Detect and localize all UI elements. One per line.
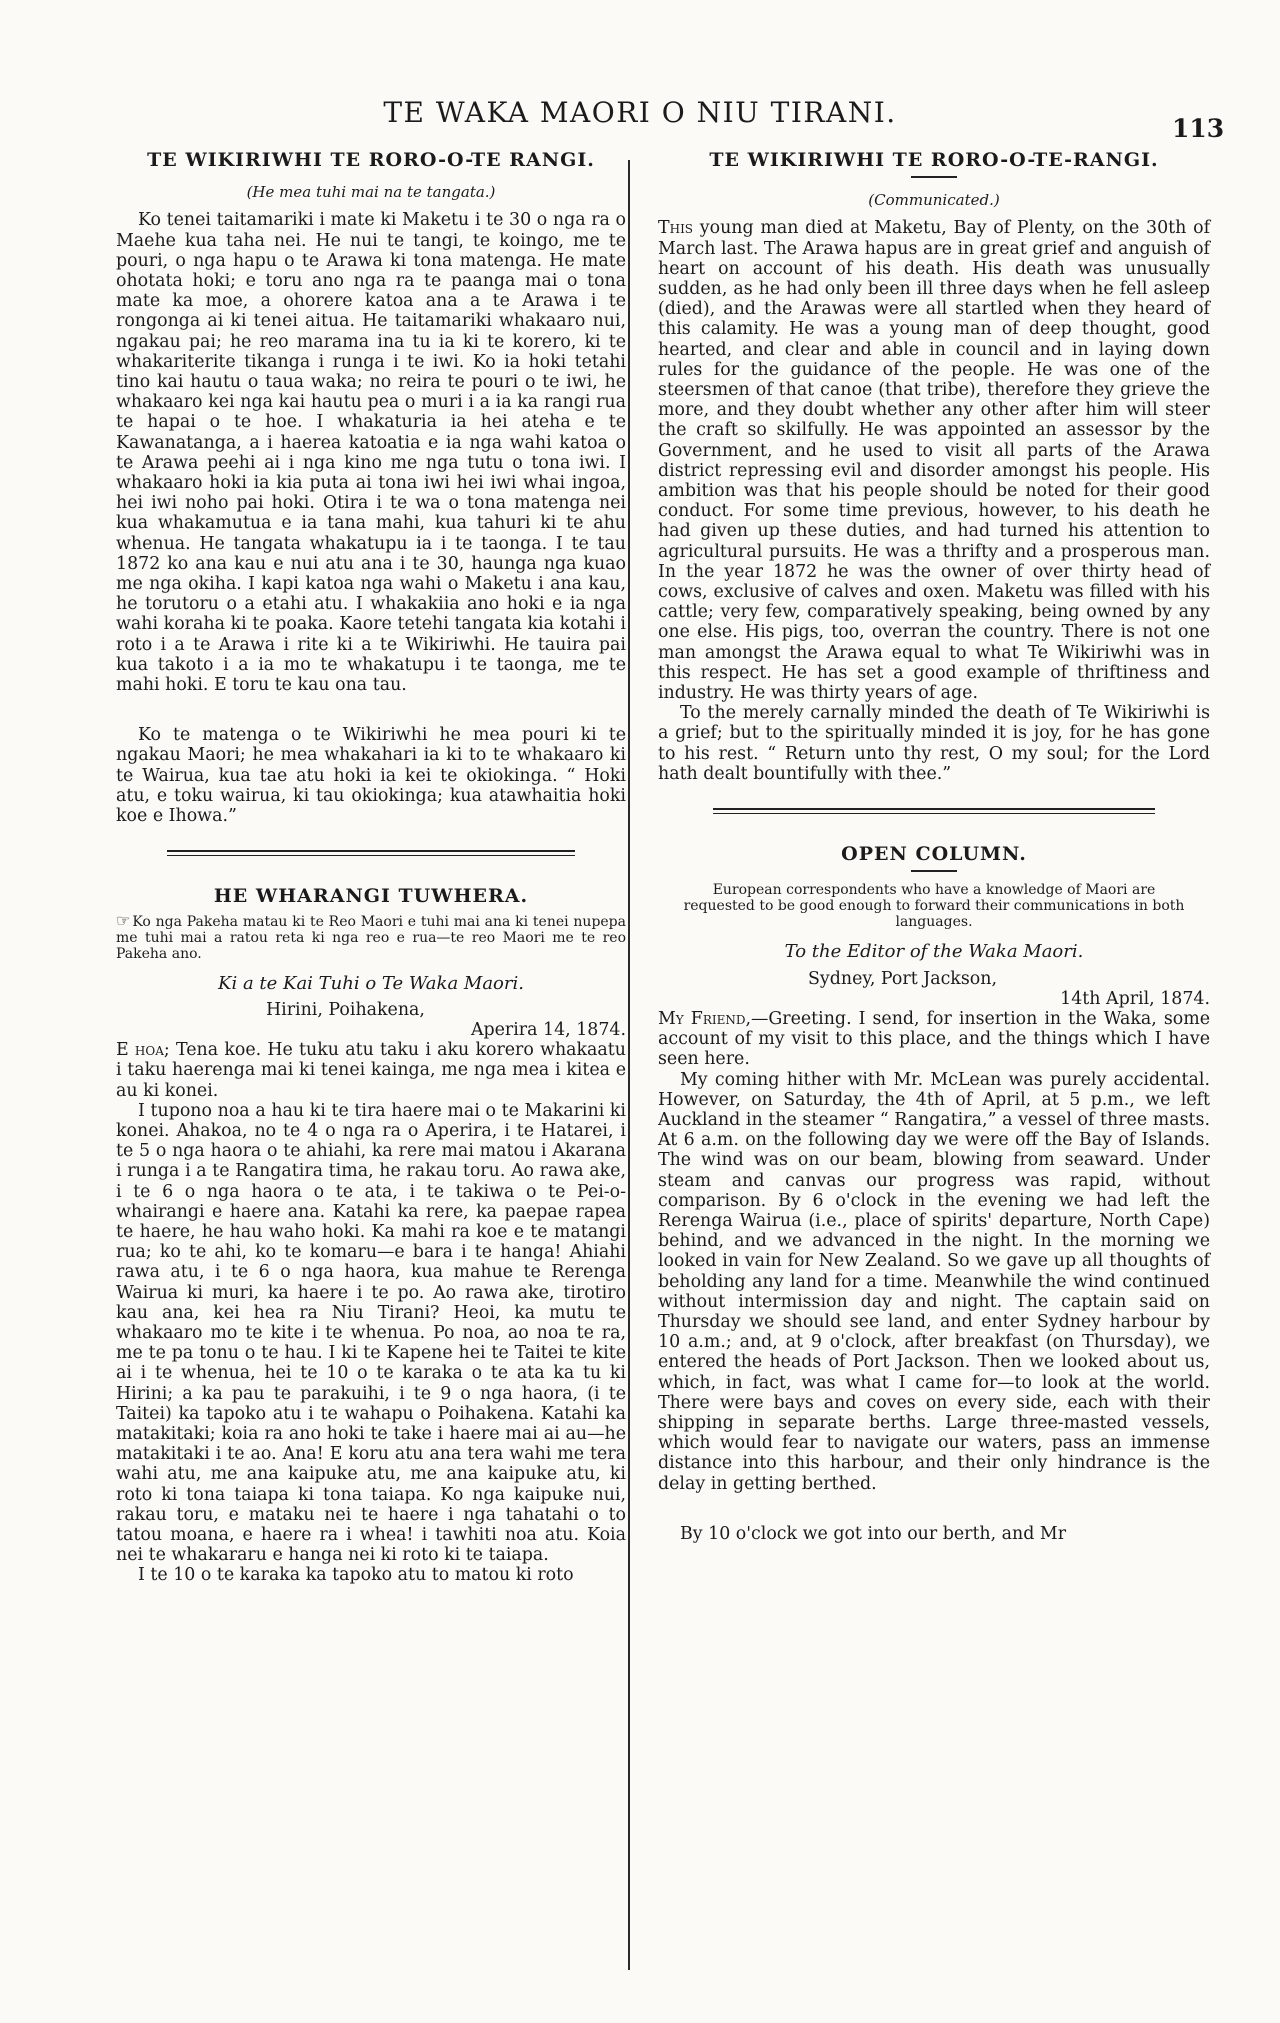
letter-paragraph: By 10 o'clock we got into our berth, and Mr	[680, 1523, 1067, 1544]
pointing-hand-icon: ☞	[116, 910, 131, 930]
article-title: TE WIKIRIWHI TE RORO-O-TE RANGI.	[147, 149, 595, 171]
section-divider	[167, 850, 575, 856]
letter-address: Ki a te Kai Tuhi o Te Waka Maori.	[218, 972, 524, 994]
section-title: HE WHARANGI TUWHERA.	[213, 885, 529, 908]
page-number: 113	[1172, 114, 1225, 143]
section-divider	[713, 808, 1155, 814]
editor-notice	[116, 910, 626, 962]
running-title: TE WAKA MAORI O NIU TIRANI.	[383, 96, 897, 129]
editor-notice: European correspondents who have a knowledge of Maori are requested to be good enough to forward their communications in both languages.	[683, 882, 1185, 931]
notice-text: Ko nga Pakeha matau ki te Reo Maori e tuhi mai ana ki tenei nupepa me tuhi mai a ratou reta ki nga reo e rua—te reo Maori me te reo Pakeha ano.	[116, 913, 626, 962]
letter-salutation: E hoa;	[116, 1040, 170, 1061]
letter-address: To the Editor of the Waka Maori.	[784, 941, 1084, 963]
letter-paragraph: I te 10 o te karaka ka tapoko atu to matou ki roto	[138, 1565, 574, 1586]
right-column	[658, 150, 1210, 1544]
article-byline: (Communicated.)	[868, 191, 1000, 210]
letter-date: 14th April, 1874.	[1060, 988, 1210, 1009]
article-paragraph: To the merely carnally minded the death of Te Wikiriwhi is a grief; but to the spiritually minded it is joy, for he has gone to his rest. “ Return unto thy rest, O my soul; for the Lord hath dealt bountifully with thee.”	[658, 703, 1210, 784]
letter-text: Tena koe. He tuku atu taku i aku korero whakaatu i taku haerenga mai ki tenei kainga, me nga mea i kitea e au ki konei.	[116, 1040, 626, 1101]
letter-paragraph: My coming hither with Mr. McLean was purely accidental. However, on Saturday, the 4th of April, at 5 p.m., we left Auckland in the steamer “ Rangatira,” a vessel of three masts. At 6 a.m. on the following day we were off the Bay of Islands. The wind was on our beam, blowing from seaward. Under steam and canvas our progress was rapid, without comparison. By 6 o'clock in the evening we had left the Rerenga Wairua (i.e., place of spirits' departure, North Cape) behind, and we advanced in the night. In the morning we looked in vain for New Zealand. So we gave up all thoughts of beholding any land for a time. Meanwhile the wind continued without intermission day and night. The captain said on Thursday we should see land, and enter Sydney harbour by 10 a.m.; and, at 9 o'clock, after breakfast (on Thursday), we entered the heads of Port Jackson. Then we looked about us, which, in fact, was what I came for—to look at the world. There were bays and coves on every side, each with their shipping in separate berths. Large three-masted vessels, which would fear to navigate our waters, pass an immense distance into this harbour, and their only hindrance is the delay in getting berthed.	[658, 1069, 1210, 1494]
article-byline: (He mea tuhi mai na te tangata.)	[246, 183, 496, 202]
article-title: TE WIKIRIWHI TE RORO-O-TE-RANGI.	[709, 149, 1159, 171]
letter-place: Sydney, Port Jackson,	[808, 968, 997, 989]
column-divider	[628, 160, 630, 1970]
section-title: OPEN COLUMN.	[841, 843, 1027, 866]
letter-text: Greeting. I send, for insertion in the Waka, some account of my visit to this place, and the things which I have seen here.	[658, 1008, 1210, 1070]
article-text: young man died at Maketu, Bay of Plenty, on the 30th of March last. The Arawa hapus are in great grief and anguish of heart on account of his death. His death was unusually sudden, as he had only been ill three days when he fell asleep (died), and the Arawas were all startled when they heard of this calamity. He was a young man of deep thought, good hearted, and clear and able in council and in laying down rules for the guidance of the people. He was one of the steersmen of that canoe (that tribe), therefore they grieve the more, and they doubt whether any other after him will steer the craft so skilfully. He was appointed an assessor by the Government, and he used to visit all parts of the Arawa district repressing evil and disorder amongst his people. His ambition was that his people should be noted for their good conduct. For some time previous, however, to his death he had given up these duties, and had turned his attention to agricultural pursuits. He was a thrifty and a prosperous man. In the year 1872 he was the owner of over thirty head of cows, exclusive of calves and oxen. Maketu was filled with his cattle; very few, comparatively speaking, being owned by any one else. His pigs, too, overran the country. There is not one man amongst the Arawa equal to what Te Wikiriwhi was in this respect. He has set a good example of thriftiness and industry. He was thirty years of age.	[658, 218, 1211, 704]
article-paragraph: Ko te matenga o te Wikiriwhi he mea pouri ki te ngakau Maori; he mea whakahari ia ki to te whakaaro ki te Wairua, kua tae atu hoki ia kei te okiokinga. “ Hoki atu, e toku wairua, ki tau okiokinga; kua atawhaitia hoki koe e Ihowa.”	[116, 725, 626, 827]
letter-paragraph	[116, 1040, 626, 1101]
article-paragraph: Ko tenei taitamariki i mate ki Maketu i te 30 o nga ra o Maehe kua taha nei. He nui te tangi, te koingo, me te pouri, o nga hapu o te Arawa ki tona matenga. He mate ohotata hoki; e toru ano nga ra te paanga mai o tona mate ka moe, a ohorere katoa ana a te Arawa i te rongonga ai ki tenei aitua. He taitamariki whakaaro nui, ngakau pai; he reo marama ina tu ia ki te korero, ki te whakariterite tikanga i runga i te iwi. Ko ia hoki tetahi tino kai hautu o taua waka; no reira te pouri o te iwi, he whakaaro kei nga kai hautu pea o muri i a ia ka rangi rua te hapai o te hoe. I whakaturia ia hei ateha e te Kawanatanga, a i haerea katoatia e ia nga wahi katoa o te Arawa peehi ai i nga kino me nga tutu o tona iwi. I whakaaro hoki ia kia puta ai tona iwi hei iwi whai ingoa, hei iwi noho pai hoki. Otira i te wa o tona matenga nei kua whakamutua e ia tana mahi, kua tahuri ki te ahu whenua. He tangata whakatupu ia i te taonga. I te tau 1872 ko ana kau e nui atu ana i te 30, haunga nga kuao me nga okiha. I kapi katoa nga wahi o Maketu i ana kau, he torutoru o a etahi atu. I whakakiia ano hoki e ia nga wahi koraha ki te poaka. Kaore tetehi tangata kia kotahi i roto i a te Arawa i rite ki a te Wikiriwhi. He tauira pai kua takoto i a ia mo te whakatupu i te taonga, me te mahi hoki. E toru te kau ona tau.	[116, 210, 626, 696]
letter-place: Hirini, Poihakena,	[266, 999, 425, 1020]
title-rule	[911, 176, 957, 178]
left-column	[116, 150, 626, 1586]
dropcap-lead: This	[658, 218, 694, 239]
letter-date: Aperira 14, 1874.	[470, 1019, 626, 1040]
title-rule	[911, 870, 957, 872]
paragraph-gap	[116, 695, 626, 725]
paragraph-gap	[658, 1494, 1210, 1524]
letter-salutation: My Friend,—	[658, 1008, 769, 1029]
letter-paragraph: I tupono noa a hau ki te tira haere mai o te Makarini ki konei. Ahakoa, no te 4 o nga ra o Aperira, i te Hatarei, i te 5 o nga haora o te ahiahi, ka rere mai matou i Akarana i runga i a te Rangatira tima, he rakau toru. Ao rawa ake, i te 6 o nga haora o te ata, i te takiwa o te Pei-o-whairangi e haere ana. Katahi ka rere, ka paepae rapea te haere, he hau waho hoki. Ka mahi ra koe e te matangi rua; ko te ahi, ko te komaru—e bara i te hanga! Ahiahi rawa atu, i te 6 o nga haora, kua mahue te Rerenga Wairua ki muri, ka haere i te po. Ao rawa ake, tirotiro kau ana, kei hea ra Niu Tirani? Heoi, ka mutu te whakaaro mo te kite i te whenua. Po noa, ao noa te ra, me te pa tonu o te hau. I ki te Kapene hei te Taitei te kite ai i te whenua, hei te 10 o te karaka o te ata ka tu ki Hirini; a ka pau te parakuihi, i te 9 o nga haora, (i te Taitei) ka tapoko atu i te wahapu o Poihakena. Katahi ka matakitaki; koia ra ano hoki te take i haere mai ai au—he matakitaki i te ao. Ana! E koru atu ana tera wahi me tera wahi atu, me ana kaipuke atu, me ana kaipuke atu, ki roto ki tona taiapa ki tona taiapa. Ko nga kaipuke nui, rakau toru, e mataku nei te haere i nga tahatahi o to tatou moana, e haere ra i whea! i tawhiti noa atu. Koia nei te whakararu e hanga nei ki roto ki te taiapa.	[116, 1100, 626, 1566]
article-paragraph	[658, 218, 1210, 703]
letter-paragraph	[658, 1009, 1210, 1070]
